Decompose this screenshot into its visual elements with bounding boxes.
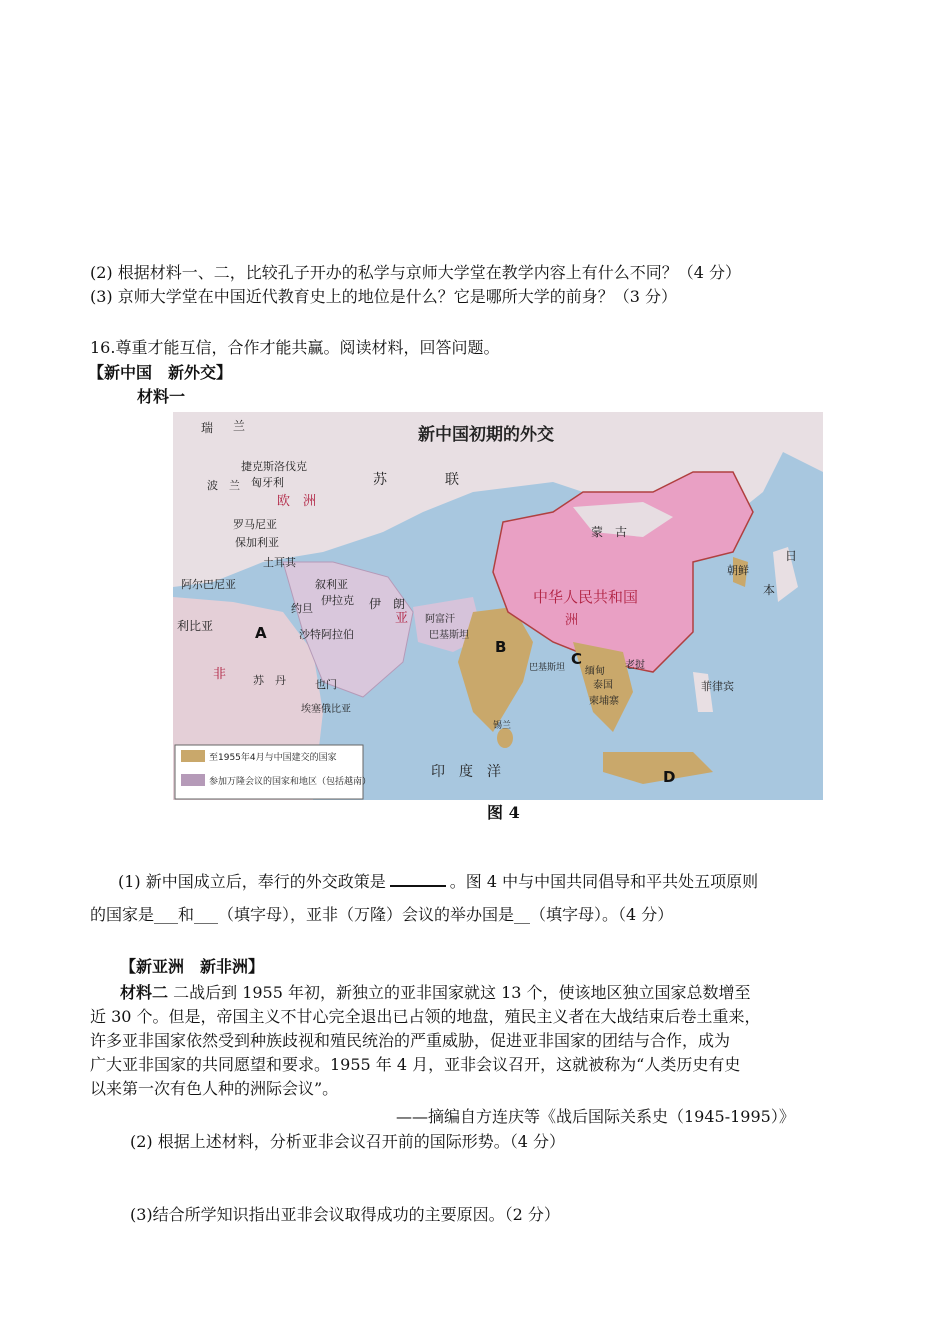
- question-3: (3)结合所学知识指出亚非会议取得成功的主要原因。（2 分）: [130, 1205, 560, 1224]
- label-poland: 波 兰: [207, 479, 240, 492]
- label-ethiopia: 埃塞俄比亚: [301, 704, 351, 715]
- label-finland: 兰: [233, 419, 246, 433]
- label-burma: 缅甸: [585, 666, 605, 677]
- label-sweden: 瑞: [201, 421, 214, 435]
- material-2-line-4: 广大亚非国家的共同愿望和要求。1955 年 4 月，亚非会议召开，这就被称为“人类历史有史: [90, 1055, 741, 1074]
- label-laos: 老挝: [625, 660, 645, 671]
- label-pakistan: 巴基斯坦: [429, 630, 469, 641]
- figure-caption: 图 4: [487, 803, 520, 822]
- label-ussr-1: 苏: [373, 472, 387, 488]
- diplomacy-map: [173, 412, 823, 800]
- label-ussr-2: 联: [445, 472, 459, 488]
- material-2-label: 材料二: [120, 983, 169, 1002]
- question-1-line-2: 的国家是___和___（填字母），亚非（万隆）会议的举办国是__（填字母）。（4 分）: [90, 905, 674, 924]
- answer-blank[interactable]: [390, 871, 446, 887]
- material-2-text-1: 二战后到 1955 年初，新独立的亚非国家就这 13 个，使该地区独立国家总数增至: [173, 983, 751, 1002]
- label-ceylon: 锡兰: [493, 721, 512, 731]
- letter-a: A: [255, 624, 267, 642]
- label-korea: 朝鲜: [727, 564, 749, 577]
- label-czech: 捷克斯洛伐克: [241, 460, 307, 473]
- question-1-part-1: (1) 新中国成立后，奉行的外交政策是: [118, 872, 386, 891]
- material-1-label: 材料一: [137, 387, 186, 406]
- letter-c: C: [571, 650, 583, 668]
- label-bulgaria: 保加利亚: [235, 536, 279, 549]
- label-thailand: 泰国: [593, 680, 613, 691]
- label-afghanistan: 阿富汗: [425, 614, 455, 625]
- label-yemen: 也门: [315, 678, 337, 691]
- label-libya: 利比亚: [177, 619, 214, 633]
- label-romania: 罗马尼亚: [233, 518, 277, 531]
- label-iran: 伊 朗: [369, 597, 406, 611]
- section-heading-new-asia-africa: 【新亚洲 新非洲】: [120, 957, 265, 976]
- material-2-line-2: 近 30 个。但是，帝国主义不甘心完全退出已占领的地盘，殖民主义者在大战结束后卷土重来，: [90, 1007, 761, 1026]
- section-heading-new-diplomacy: 【新中国 新外交】: [88, 363, 233, 382]
- label-japan-1: 日: [785, 549, 798, 563]
- label-indian-ocean: 印 度 洋: [431, 764, 501, 780]
- label-asia-2: 洲: [565, 613, 579, 628]
- label-philippines: 菲律宾: [701, 680, 734, 693]
- material-2-source: ——摘编自方连庆等《战后国际关系史（1945-1995）》: [396, 1107, 795, 1126]
- question-3-prev: (3) 京师大学堂在中国近代教育史上的地位是什么？它是哪所大学的前身？（3 分）: [90, 287, 678, 306]
- legend-label-recognized: 至1955年4月与中国建交的国家: [209, 753, 337, 763]
- label-iraq: 伊拉克: [321, 594, 354, 607]
- ceylon-land: [497, 728, 513, 748]
- label-hungary: 匈牙利: [251, 476, 284, 489]
- label-jordan: 约旦: [291, 602, 313, 615]
- legend-swatch-bandung: [181, 774, 205, 786]
- label-turkey: 土耳其: [263, 556, 296, 569]
- material-2-line-3: 许多亚非国家依然受到种族歧视和殖民统治的严重威胁，促进亚非国家的团结与合作，成为: [90, 1031, 731, 1050]
- label-prc: 中华人民共和国: [533, 588, 639, 606]
- question-2: (2) 根据上述材料，分析亚非会议召开前的国际形势。（4 分）: [130, 1132, 566, 1151]
- label-east-pakistan: 巴基斯坦: [529, 663, 566, 673]
- map-title: 新中国初期的外交: [418, 425, 554, 445]
- label-africa: 非: [213, 667, 227, 682]
- material-2-line-5: 以来第一次有色人种的洲际会议”。: [90, 1079, 339, 1098]
- question-2-prev: (2) 根据材料一、二，比较孔子开办的私学与京师大学堂在教学内容上有什么不同？（4 分）: [90, 263, 742, 282]
- label-europe: 欧 洲: [277, 494, 317, 509]
- label-syria: 叙利亚: [315, 578, 348, 591]
- legend-label-bandung: 参加万隆会议的国家和地区（包括越南）: [209, 777, 372, 787]
- material-2-line-1: [120, 982, 751, 1004]
- label-mongolia: 蒙 古: [591, 525, 628, 539]
- label-japan-2: 本: [763, 583, 776, 597]
- label-asia-1: 亚: [395, 611, 409, 626]
- question-1-part-2: 。图 4 中与中国共同倡导和平共处五项原则: [449, 872, 759, 891]
- question-1-line-1: [118, 871, 758, 893]
- label-saudi: 沙特阿拉伯: [299, 628, 354, 641]
- label-algeria: 阿尔巴尼亚: [181, 578, 236, 591]
- label-cambodia: 柬埔寨: [589, 696, 619, 707]
- question-16-intro: 16.尊重才能互信，合作才能共赢。阅读材料，回答问题。: [90, 338, 500, 357]
- letter-b: B: [495, 638, 507, 656]
- legend-swatch-recognized: [181, 750, 205, 762]
- letter-d: D: [663, 768, 676, 786]
- label-sudan: 苏 丹: [253, 674, 286, 687]
